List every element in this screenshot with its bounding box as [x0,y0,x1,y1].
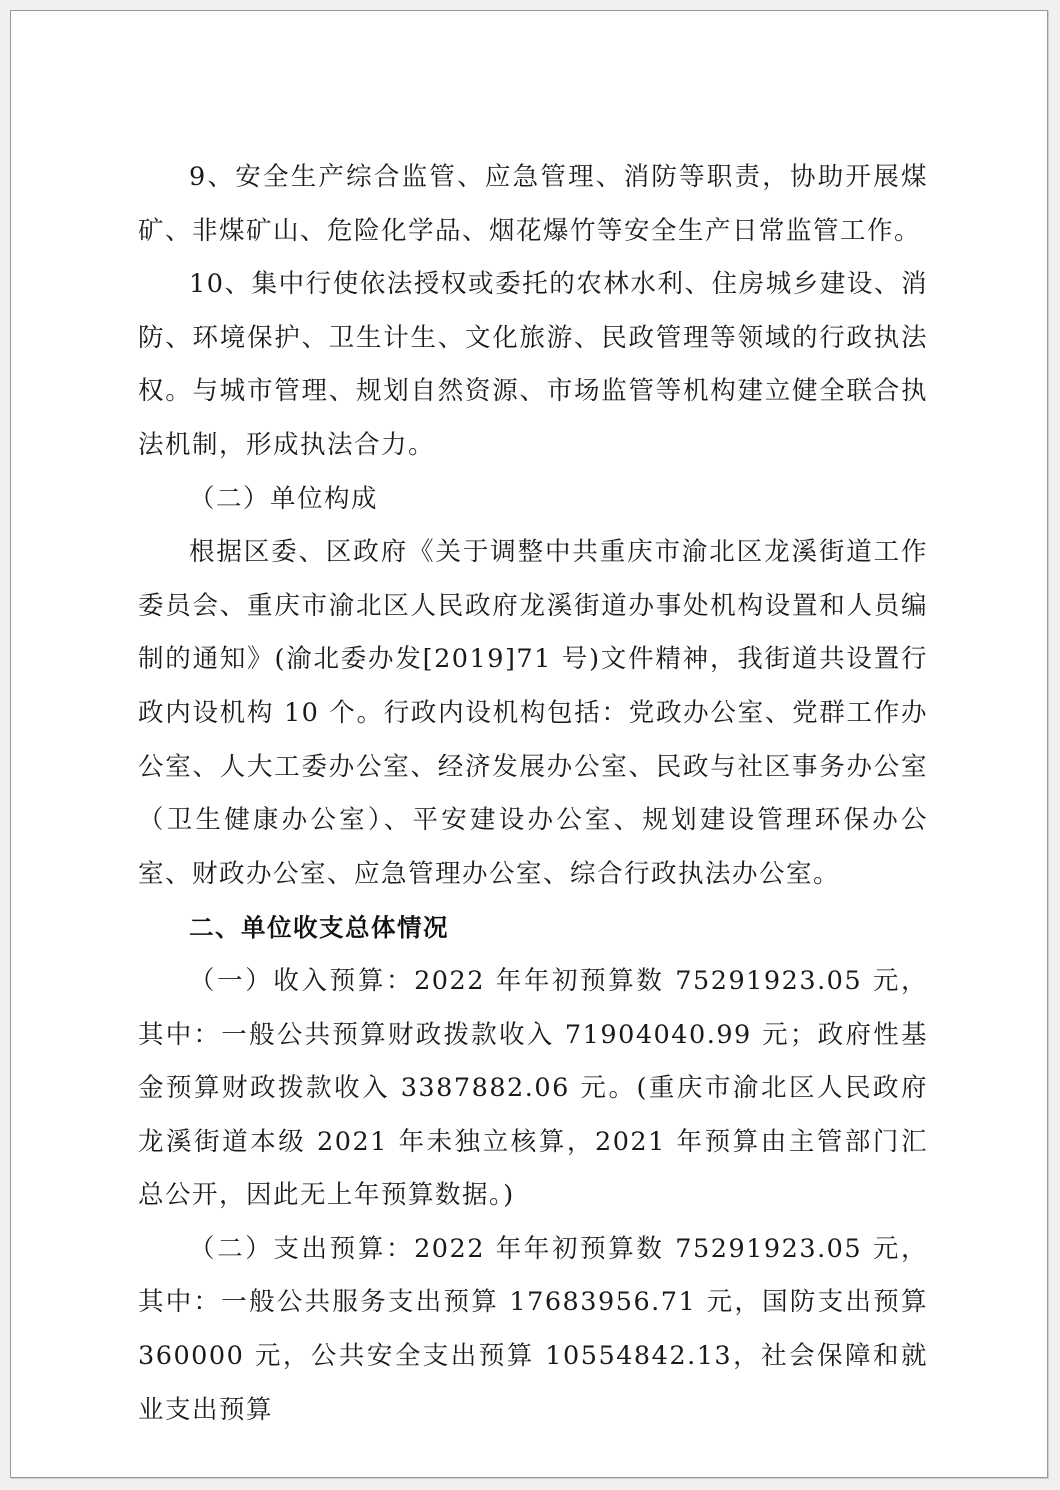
document-body [138,151,928,1437]
paragraph-duty-10: 10、集中行使依法授权或委托的农林水利、住房城乡建设、消防、环境保护、卫生计生、文化旅游、民政管理等领域的行政执法权。与城市管理、规划自然资源、市场监管等机构建立健全联合执法机制，形成执法合力。 [138,269,928,460]
paragraph-expenditure-budget: （二）支出预算：2022 年年初预算数 75291923.05 元，其中：一般公共服务支出预算 17683956.71 元，国防支出预算 360000 元，公共安全支出预算 10554842.13，社会保障和就业支出预算 [138,1233,928,1425]
document-page [10,10,1048,1478]
paragraph-income-budget: （一）收入预算：2022 年年初预算数 75291923.05 元，其中：一般公共预算财政拨款收入 71904040.99 元；政府性基金预算财政拨款收入 3387882.06 元。(重庆市渝北区人民政府龙溪街道本级 2021 年未独立核算，2021 年预算由主管部门汇总公开，因此无上年预算数据。) [138,965,928,1211]
paragraph-duty-9: 9、安全生产综合监管、应急管理、消防等职责，协助开展煤矿、非煤矿山、危险化学品、烟花爆竹等安全生产日常监管工作。 [138,162,928,246]
section-heading-budget-overview: 二、单位收支总体情况 [189,913,449,943]
paragraph-unit-composition: 根据区委、区政府《关于调整中共重庆市渝北区龙溪街道工作委员会、重庆市渝北区人民政府龙溪街道办事处机构设置和人员编制的通知》(渝北委办发[2019]71 号)文件精神，我街道共设置行政内设机构 10 个。行政内设机构包括：党政办公室、党群工作办公室、人大工委办公室、经济发展办公室、民政与社区事务办公室（卫生健康办公室）、平安建设办公室、规划建设管理环保办公室、财政办公室、应急管理办公室、综合行政执法办公室。 [138,537,928,889]
section-heading-unit-composition: （二）单位构成 [189,483,379,514]
